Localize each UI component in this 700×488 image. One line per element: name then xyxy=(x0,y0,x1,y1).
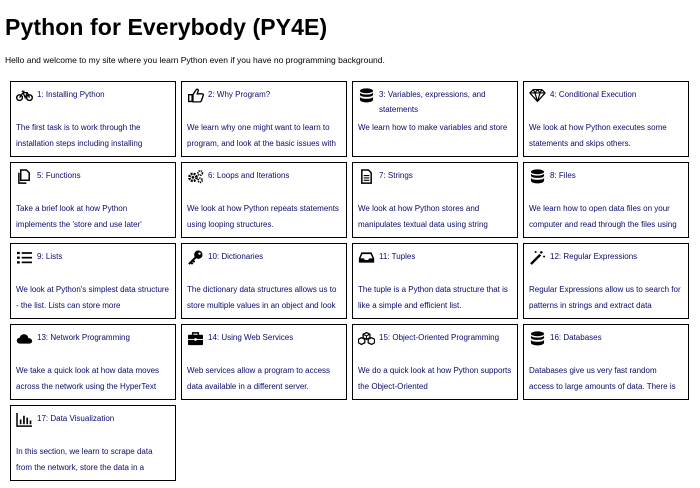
lesson-card[interactable] xyxy=(523,324,689,400)
database-icon xyxy=(529,168,549,184)
lesson-card[interactable] xyxy=(181,324,347,400)
lesson-card-header xyxy=(16,330,171,346)
lesson-card[interactable] xyxy=(352,243,518,319)
lesson-card-description: Databases give us very fast random access to large amounts of data. There is xyxy=(529,366,676,391)
lesson-card-title[interactable]: 2: Why Program? xyxy=(208,90,271,99)
file-text-icon xyxy=(358,168,378,184)
lesson-card[interactable] xyxy=(181,81,347,157)
lesson-card-description: The tuple is a Python data structure that is like a simple and efficient list. xyxy=(358,285,508,310)
lesson-card-header xyxy=(16,87,171,103)
cogs-icon xyxy=(187,168,207,184)
database-icon xyxy=(358,87,378,103)
lesson-card-description: We learn how to make variables and store xyxy=(358,123,508,132)
lesson-card-title[interactable]: 12: Regular Expressions xyxy=(550,252,638,261)
briefcase-icon xyxy=(187,330,207,346)
lesson-card[interactable] xyxy=(352,162,518,238)
key-icon xyxy=(187,249,207,265)
lesson-card-description: We look at how Python executes some statements and skips others. xyxy=(529,123,667,148)
lesson-card-description: The first task is to work through the installation steps including installing xyxy=(16,123,143,148)
lesson-card[interactable] xyxy=(352,81,518,157)
lesson-card-header xyxy=(187,87,342,103)
copy-icon xyxy=(16,168,36,184)
cubes-icon xyxy=(358,330,378,346)
magic-wand-icon xyxy=(529,249,549,265)
diamond-icon xyxy=(529,87,549,103)
lesson-card-title[interactable]: 9: Lists xyxy=(37,252,63,261)
lesson-card-description: We do a quick look at how Python supports the Object-Oriented xyxy=(358,366,512,391)
lesson-card[interactable] xyxy=(10,162,176,238)
lesson-card-title[interactable]: 8: Files xyxy=(550,171,576,180)
bar-chart-icon xyxy=(16,411,36,427)
inbox-icon xyxy=(358,249,378,265)
lesson-card-title[interactable]: 7: Strings xyxy=(379,171,413,180)
lesson-card-header xyxy=(529,249,684,265)
lesson-card-title[interactable]: 10: Dictionaries xyxy=(208,252,264,261)
lesson-card[interactable] xyxy=(10,324,176,400)
lesson-card-description: In this section, we learn to scrape data from the network, store the data in a xyxy=(16,447,153,472)
lesson-card-header xyxy=(16,411,171,427)
list-icon xyxy=(16,249,36,265)
lesson-card-title[interactable]: 15: Object-Oriented Programming xyxy=(379,333,500,342)
intro-text: Hello and welcome to my site where you learn Python even if you have no programming background. xyxy=(5,55,385,65)
database-icon xyxy=(529,330,549,346)
bicycle-icon xyxy=(16,87,36,103)
lesson-card-description: We learn why one might want to learn to program, and look at the basic issues with xyxy=(187,123,336,148)
lesson-card-header xyxy=(187,249,342,265)
lesson-card-title[interactable]: 14: Using Web Services xyxy=(208,333,294,342)
lesson-card-header xyxy=(529,87,684,103)
lesson-card-title[interactable]: 6: Loops and Iterations xyxy=(208,171,290,180)
lesson-card-title[interactable]: 1: Installing Python xyxy=(37,90,105,99)
lesson-card[interactable] xyxy=(10,81,176,157)
lesson-card-title[interactable]: 11: Tuples xyxy=(379,252,416,261)
hand-pointer-icon xyxy=(187,87,207,103)
lesson-card-header xyxy=(187,330,342,346)
lesson-card[interactable] xyxy=(181,162,347,238)
lesson-card-description: We look at how Python stores and manipulates textual data using string xyxy=(358,204,488,229)
lesson-card-header xyxy=(16,168,171,184)
lesson-grid xyxy=(10,81,689,481)
lesson-card-header xyxy=(16,249,171,265)
page-title: Python for Everybody (PY4E) xyxy=(5,14,328,40)
lesson-card-title[interactable]: 4: Conditional Execution xyxy=(550,90,637,99)
lesson-card-header xyxy=(529,168,684,184)
lesson-card[interactable] xyxy=(523,162,689,238)
lesson-card-title[interactable]: 3: Variables, expressions, and statements xyxy=(379,90,486,114)
lesson-card-header xyxy=(358,249,513,265)
lesson-card-header xyxy=(529,330,684,346)
lesson-card[interactable] xyxy=(181,243,347,319)
lesson-card-description: We take a quick look at how data moves across the network using the HyperText xyxy=(16,366,160,391)
cloud-icon xyxy=(16,330,36,346)
lesson-card-description: We look at how Python repeats statements using looping structures. xyxy=(187,204,339,229)
lesson-card-title[interactable]: 17: Data Visualization xyxy=(37,414,115,423)
lesson-card-header xyxy=(358,168,513,184)
lesson-card-description: Take a brief look at how Python implements the 'store and use later' xyxy=(16,204,142,229)
lesson-card-description: Web services allow a program to access data available in a different server. xyxy=(187,366,331,391)
lesson-card-description: The dictionary data structures allows us to store multiple values in an object and look xyxy=(187,285,337,310)
lesson-card-description: We learn how to open data files on your computer and read through the files using xyxy=(529,204,677,229)
lesson-card-header xyxy=(358,87,513,117)
lesson-card[interactable] xyxy=(10,405,176,481)
lesson-card[interactable] xyxy=(352,324,518,400)
lesson-card-title[interactable]: 16: Databases xyxy=(550,333,602,342)
lesson-card[interactable] xyxy=(523,243,689,319)
lesson-card-header xyxy=(187,168,342,184)
lesson-card-title[interactable]: 5: Functions xyxy=(37,171,81,180)
lesson-card-description: Regular Expressions allow us to search for patterns in strings and extract data xyxy=(529,285,681,310)
lesson-card[interactable] xyxy=(523,81,689,157)
lesson-card-title[interactable]: 13: Network Programming xyxy=(37,333,130,342)
lesson-card[interactable] xyxy=(10,243,176,319)
lesson-card-header xyxy=(358,330,513,346)
lesson-card-description: We look at Python's simplest data structure - the list. Lists can store more xyxy=(16,285,170,310)
